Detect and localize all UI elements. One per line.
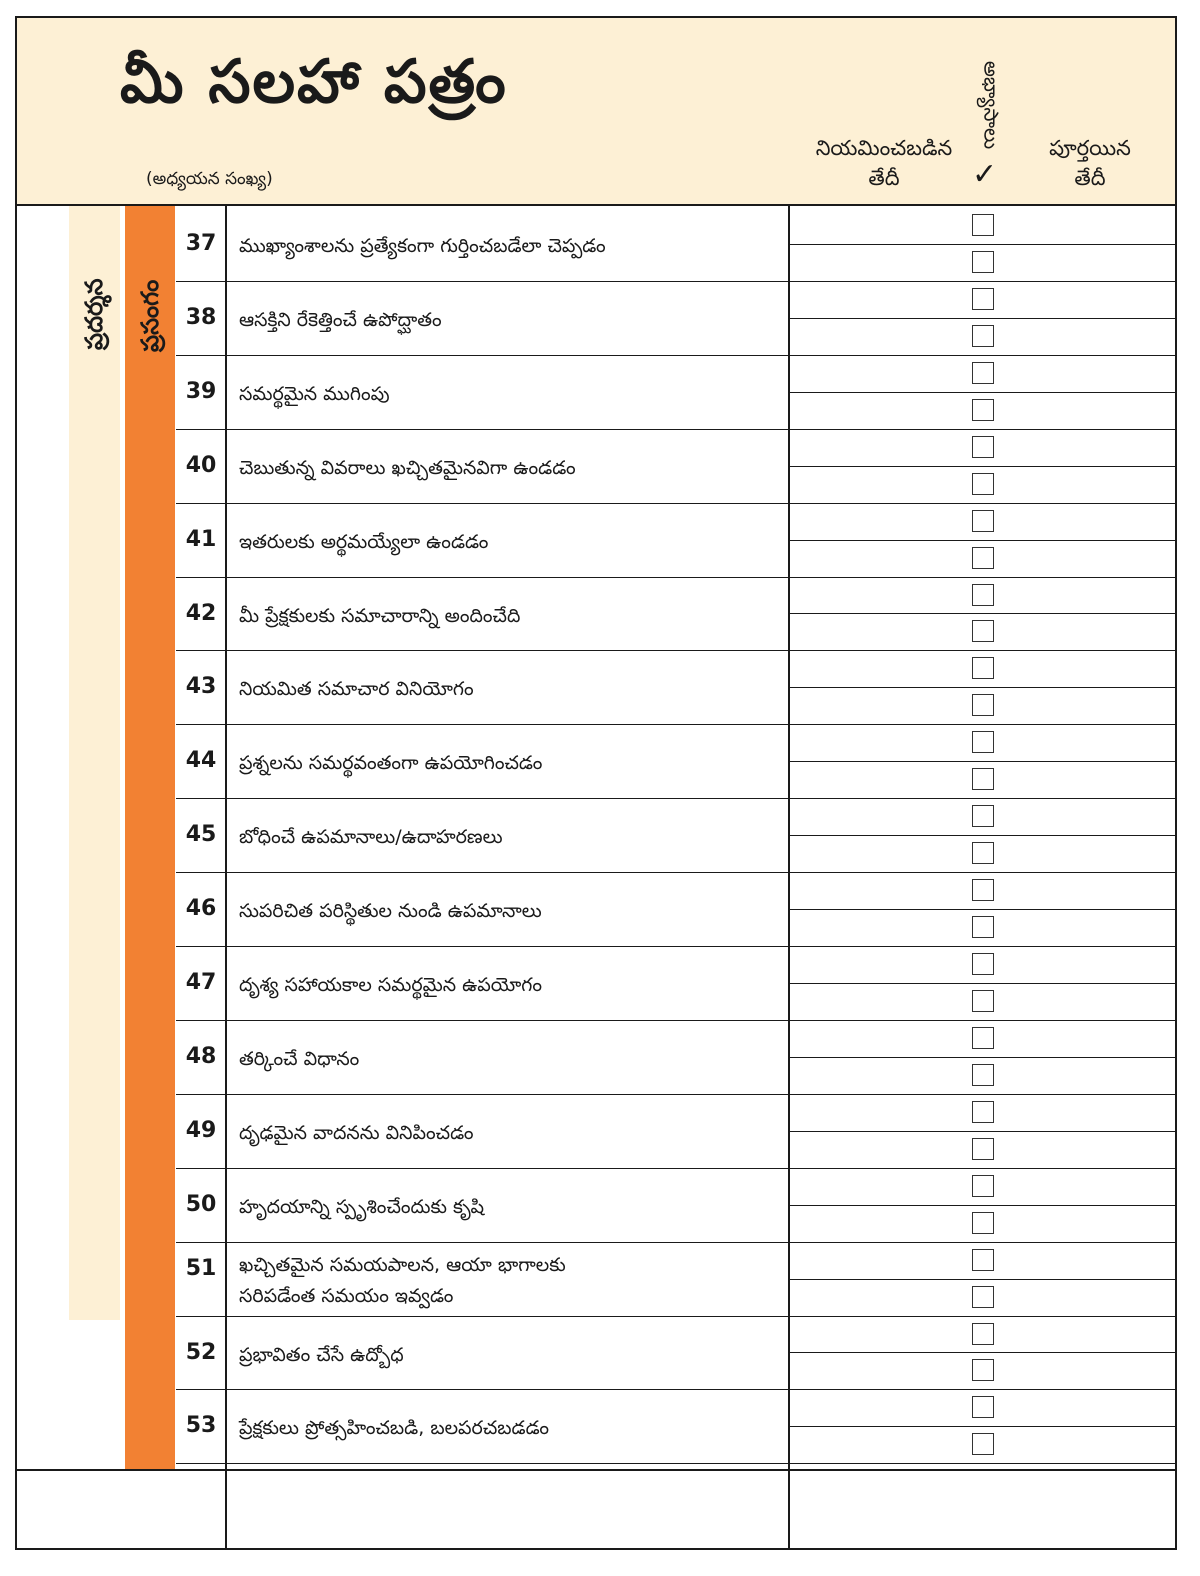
exercise-checkbox[interactable] [972,473,994,495]
exercise-checkbox[interactable] [972,1286,994,1308]
lesson-title: ఇతరులకు అర్థమయ్యేలా ఉండడం [239,530,489,553]
lesson-number: 46 [185,896,217,922]
exercise-checkbox[interactable] [972,657,994,679]
exercise-checkbox[interactable] [972,879,994,901]
sub-row-divider [790,466,1176,467]
sub-row-divider [790,983,1176,984]
lesson-number: 43 [185,674,217,700]
lesson-title: సుపరిచిత పరిస్థితుల నుండి ఉపమానాలు [239,900,542,923]
sub-row-divider [790,1057,1176,1058]
lesson-number: 47 [185,970,217,995]
exercise-checkbox[interactable] [972,288,994,310]
exercise-checkbox[interactable] [972,399,994,421]
sub-row-divider [790,1352,1176,1353]
lesson-row [176,1316,789,1390]
lesson-number: 39 [185,378,217,404]
sub-row-divider [790,613,1176,614]
exercise-checkbox[interactable] [972,842,994,864]
exercise-checkbox[interactable] [972,1359,994,1381]
lesson-row [176,1168,789,1242]
exercise-checkbox[interactable] [972,325,994,347]
lesson-title: ముఖ్యాంశాలను ప్రత్యేకంగా గుర్తించబడేలా చెప్పడం [239,235,606,257]
lesson-title: ఆసక్తిని రేకెత్తించే ఉపోద్ఘాతం [239,308,442,331]
row-divider [176,1463,1176,1464]
sub-row-divider [790,835,1176,836]
exercise-checkbox[interactable] [972,805,994,827]
lesson-number: 50 [185,1191,217,1217]
lesson-title: దృశ్య సహాయకాల సమర్థమైన ఉపయోగం [239,974,542,996]
lesson-title: ఖచ్చితమైన సమయపాలన, ఆయా భాగాలకు [239,1253,566,1276]
exercise-checkbox[interactable] [972,214,994,236]
exercise-checkbox[interactable] [972,510,994,532]
exercise-checkbox[interactable] [972,916,994,938]
lesson-row [176,207,789,281]
exercise-checkbox[interactable] [972,1433,994,1455]
lesson-number: 41 [185,526,217,552]
lesson-number: 40 [185,452,217,478]
lesson-title: తర్కించే విధానం [239,1047,360,1070]
table-bottom-rule [15,1469,1177,1471]
lesson-row [176,281,789,355]
lesson-number: 49 [185,1117,217,1143]
lesson-row [176,872,789,946]
lesson-number: 52 [185,1339,217,1365]
exercise-checkbox[interactable] [972,953,994,975]
lesson-row [176,650,789,724]
lesson-title: హృదయాన్ని స్పృశించేందుకు కృషి [239,1195,485,1218]
exercise-checkbox[interactable] [972,362,994,384]
lesson-title: నియమిత సమాచార వినియోగం [239,678,474,701]
exercise-checkbox[interactable] [972,694,994,716]
sub-row-divider [790,318,1176,319]
exercise-checkbox[interactable] [972,1175,994,1197]
lesson-row [176,724,789,798]
sub-row-divider [790,1426,1176,1427]
lesson-number: 51 [185,1255,217,1281]
presentation-band-label: ప్రదర్శన [80,278,108,350]
lesson-number: 37 [185,231,217,256]
sub-row-divider [790,1131,1176,1132]
lesson-row [176,503,789,577]
exercise-checkbox[interactable] [972,731,994,753]
exercise-checkbox[interactable] [972,1138,994,1160]
lesson-row [176,577,789,651]
lesson-title: బోధించే ఉపమానాలు/ఉదాహరణలు [239,826,503,849]
completed-date-header: పూర్తయిన తేదీ [1049,136,1131,190]
exercise-checkbox[interactable] [972,1396,994,1418]
lesson-title: ప్రభావితం చేసే ఉద్బోధ [239,1343,404,1366]
sub-row-divider [790,687,1176,688]
lesson-row [176,355,789,429]
lesson-title: మీ ప్రేక్షకులకు సమాచారాన్ని అందించేది [239,604,521,627]
sub-row-divider [790,909,1176,910]
sub-row-divider [790,1205,1176,1206]
lesson-row [176,1020,789,1094]
talk-band-label: ప్రసంగం [136,279,164,352]
exercise-checkbox[interactable] [972,1323,994,1345]
lesson-number: 42 [185,600,217,626]
assigned-date-header: నియమించబడిన తేదీ [815,136,953,190]
exercise-checkbox[interactable] [972,1249,994,1271]
sub-row-divider [790,540,1176,541]
sub-row-divider [790,1279,1176,1280]
exercise-checkbox[interactable] [972,436,994,458]
lesson-row [176,1094,789,1168]
talk-band [125,206,175,1469]
study-number-caption: (అధ్యయన సంఖ్య) [146,169,273,189]
exercise-checkbox[interactable] [972,1212,994,1234]
lesson-number: 38 [185,304,217,330]
lesson-title: సమర్థమైన ముగింపు [239,382,390,405]
page-title: మీ సలహా పత్రం [120,47,508,117]
exercise-checkbox[interactable] [972,584,994,606]
lesson-number: 48 [185,1043,217,1069]
sub-row-divider [790,392,1176,393]
lesson-row [176,429,789,503]
lesson-row [176,1242,789,1316]
lesson-row [176,1389,789,1463]
exercise-checkbox[interactable] [972,251,994,273]
lesson-number: 53 [185,1413,217,1439]
lesson-title: ప్రేక్షకులు ప్రోత్సహించబడి, బలపరచబడడం [239,1417,549,1440]
exercise-checkbox[interactable] [972,990,994,1012]
exercises-header: అభ్యాసాలు [979,60,1004,150]
lesson-title: దృఢమైన వాదనను వినిపించడం [239,1121,474,1144]
lesson-number: 45 [185,822,217,848]
presentation-band [69,206,120,1320]
exercise-checkbox[interactable] [972,620,994,642]
lesson-title: ప్రశ్నలను సమర్థవంతంగా ఉపయోగించడం [239,752,543,775]
lesson-row [176,946,789,1020]
sub-row-divider [790,244,1176,245]
exercise-checkbox[interactable] [972,1027,994,1049]
exercise-checkbox[interactable] [972,1064,994,1086]
lesson-title: చెబుతున్న వివరాలు ఖచ్చితమైనవిగా ఉండడం [239,456,576,479]
header-divider [15,204,1177,206]
lesson-row [176,798,789,872]
exercise-checkbox[interactable] [972,768,994,790]
exercise-checkbox[interactable] [972,547,994,569]
sub-row-divider [790,761,1176,762]
exercise-checkbox[interactable] [972,1101,994,1123]
checkmark-icon: ✓ [972,157,998,192]
lesson-number: 44 [185,748,217,774]
lesson-title-continued: సరిపడేంత సమయం ఇవ్వడం [239,1284,454,1307]
